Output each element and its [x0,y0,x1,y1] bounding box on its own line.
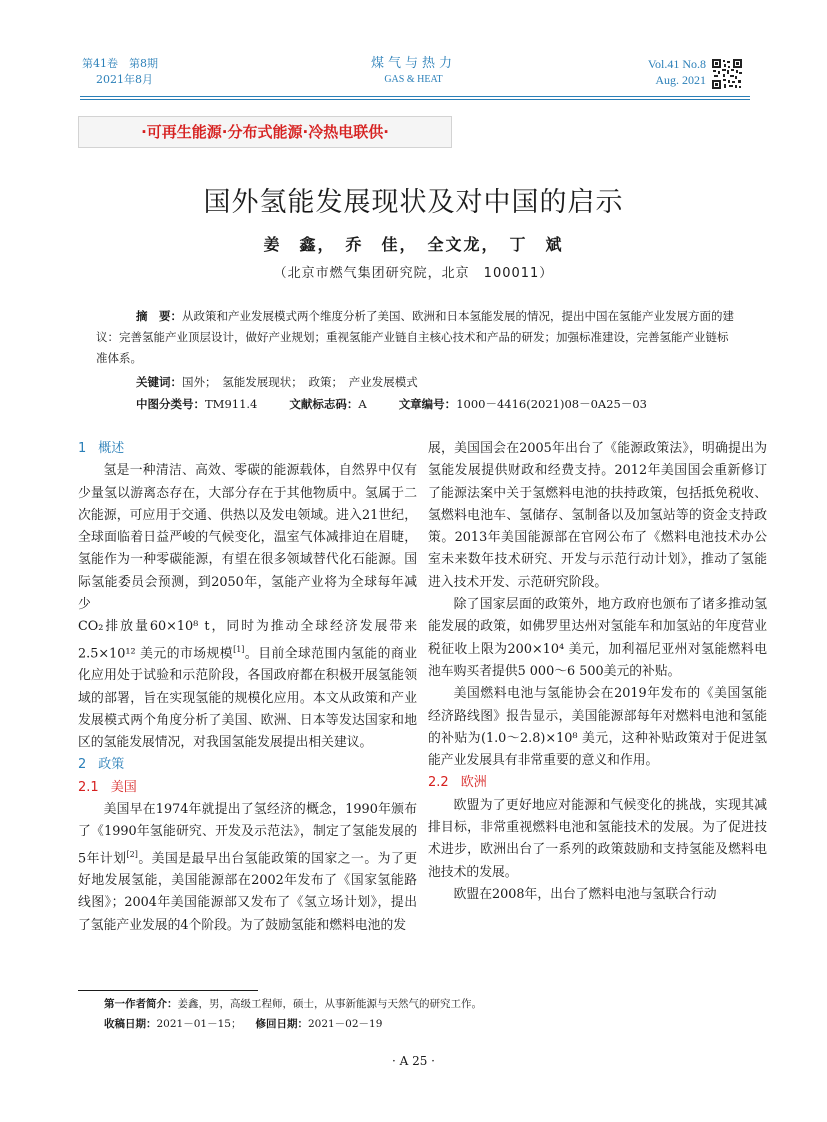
footnote-dates [104,1014,382,1034]
article-number-value: 1000－4416(2021)08－0A25－03 [456,397,647,411]
section-heading-2 [78,754,417,776]
subsection-number: 2.1 [78,779,99,795]
subsection-title: 欧洲 [460,775,487,791]
document-code [289,394,366,415]
clc-value: TM911.4 [205,397,258,411]
volume-en: Vol.41 No.8 [647,57,706,71]
paragraph-3: 除了国家层面的政策外，地方政府也颁布了诸多推动氢能发展的政策，如佛罗里达州对氢能车和加氢站的年度营业税征收上限为200×10⁴ 美元，加利福尼亚州对氢能燃料电池车购买者提供5 000～6 500美元的补贴。 [428,597,767,679]
qr-code-icon [711,58,743,90]
paragraph-2 [78,799,417,937]
received-date: 2021－01－15； [156,1018,242,1030]
journal-name-cn: 煤气与热力 [370,56,456,71]
date-en: Aug. 2021 [655,73,706,87]
section-number: 2 [78,757,87,773]
header-rule-bottom [80,99,750,100]
article-number-label: 文章编号： [398,397,457,411]
date-cn: 2021年8月 [96,73,153,86]
section-number: 1 [78,441,87,456]
section-heading-1 [78,438,417,460]
doc-code-value: A [358,397,367,411]
paper-title: 国外氢能发展现状及对中国的启示 [203,187,624,218]
volume-cn: 第41卷 第8期 [82,57,158,70]
paragraph-1-part-b: CO₂排放量60×10⁸ t，同时为推动全球经济发展带来2.5×10¹² 美元的市场规模 [78,619,417,661]
affiliation: （北京市燃气集团研究院，北京 100011） [273,266,554,281]
page-number: · A 25 · [391,1054,435,1068]
paragraph-1 [78,460,417,616]
paragraph-1-continued [78,616,417,754]
journal-name-en: GAS & HEAT [384,74,443,85]
revised-label: 修回日期： [255,1018,308,1030]
citation-ref-1[interactable]: [1] [233,644,245,654]
paragraph-2-part-b: 。美国是最早出台氢能政策的国家之一。为了更好地发展氢能，美国能源部在2002年发布了《国家氢能路线图》；2004年美国能源部又发布了《氢立场计划》，提出了氢能产业发展的4个阶段。为了鼓励氢能和燃料电池的发 [78,850,417,933]
subsection-heading-2-2 [428,772,767,794]
keywords-label: 关键词： [136,375,182,389]
header-journal [300,56,527,96]
column-banner: ·可再生能源·分布式能源·冷热电联供· [78,116,452,148]
header-volume-issue [82,56,202,96]
paragraph-5: 欧盟为了更好地应对能源和气候变化的挑战，实现其减排目标，非常重视燃料电池和氢能技术的发展。为了促进技术进步，欧洲出台了一系列的政策鼓励和支持氢能及燃料电池技术的发展。 [428,797,767,880]
subsection-heading-2-1 [78,777,417,799]
section-title: 概述 [98,441,125,456]
paragraph-2-continued: 展，美国国会在2005年出台了《能源政策法》，明确提出为氢能发展提供财政和经费支持。2012年美国国会重新修订了能源法案中关于氢燃料电池的扶持政策，包括抵免税收、氢燃料电池车、氢储存、氢制备以及加氢站等的资金支持政策。2013年美国能源部在官网公布了《燃料电池技术办公室未来数年技术研究、开发与示范行动计划》，推动了氢能进入技术开发、示范研究阶段。 [428,441,767,590]
paragraph-4: 美国燃料电池与氢能协会在2019年发布的《美国氢能经济路线图》报告显示，美国能源部每年对燃料电池和氢能的补贴为(1.0～2.8)×10⁸ 美元，这种补贴政策对于促进氢能产业发展具有非常重要的意义和作用。 [428,686,767,769]
subsection-number: 2.2 [428,775,449,791]
body-column-left [78,438,417,937]
footnote-author [104,994,482,1014]
classification-line [136,394,736,415]
abstract-label: 摘 要： [136,309,182,323]
section-title: 政策 [98,757,125,773]
clc-label: 中图分类号： [136,397,205,411]
paragraph-6: 欧盟在2008年，出台了燃料电池与氢联合行动 [453,886,717,902]
keywords-text: 国外； 氢能发展现状； 政策； 产业发展模式 [182,375,418,389]
revised-date: 2021－02－19 [307,1018,383,1030]
footnote-rule [78,990,258,991]
body-column-right [428,438,767,906]
received-label: 收稿日期： [104,1018,157,1030]
footnote-author-text: 姜鑫，男，高级工程师，硕士，从事新能源与天然气的研究工作。 [177,998,482,1010]
authors: 姜 鑫， 乔 佳， 全文龙， 丁 斌 [263,235,564,254]
paragraph-1-part-a: 氢是一种清洁、高效、零碳的能源载体，自然界中仅有少量氢以游离态存在，大部分存在于其他物质中。氢属于二次能源，可应用于交通、供热以及发电领域。进入21世纪，全球面临着日益严峻的气候变化，温室气体减排迫在眉睫，氢能作为一种零碳能源，有望在很多领域替代化石能源。国际氢能委员会预测，到2050年，氢能产业将为全球每年减少 [78,463,417,613]
doc-code-label: 文献标志码： [289,397,359,411]
article-number [399,394,647,415]
paragraph-1-part-c: 。目前全球范围内氢能的商业化应用处于试验和示范阶段，各国政府都在积极开展氢能领域的部署，旨在实现氢能的规模化应用。本文从政策和产业发展模式两个角度分析了美国、欧洲、日本等发达国家和地区的氢能发展情况，对我国氢能发展提出相关建议。 [78,645,418,751]
abstract-text: 从政策和产业发展模式两个维度分析了美国、欧洲和日本氢能发展的情况，提出中国在氢能产业发展方面的建议：完善氢能产业顶层设计，做好产业规划；重视氢能产业链自主核心技术和产品的研发；加强标准建设，完善氢能产业链标准体系。 [96,309,734,365]
subsection-title: 美国 [110,779,137,795]
header-volume-en [600,56,706,96]
abstract [96,306,736,369]
clc-number [136,394,257,415]
citation-ref-2[interactable]: [2] [126,849,138,859]
paragraph-2-part-a: 美国早在1974年就提出了氢经济的概念，1990年颁布了《1990年氢能研究、开发及示范法》，制定了氢能发展的5年计划 [78,802,417,866]
keywords [136,372,776,393]
footnote-author-label: 第一作者简介： [104,998,178,1010]
header-rule-top [80,96,750,97]
